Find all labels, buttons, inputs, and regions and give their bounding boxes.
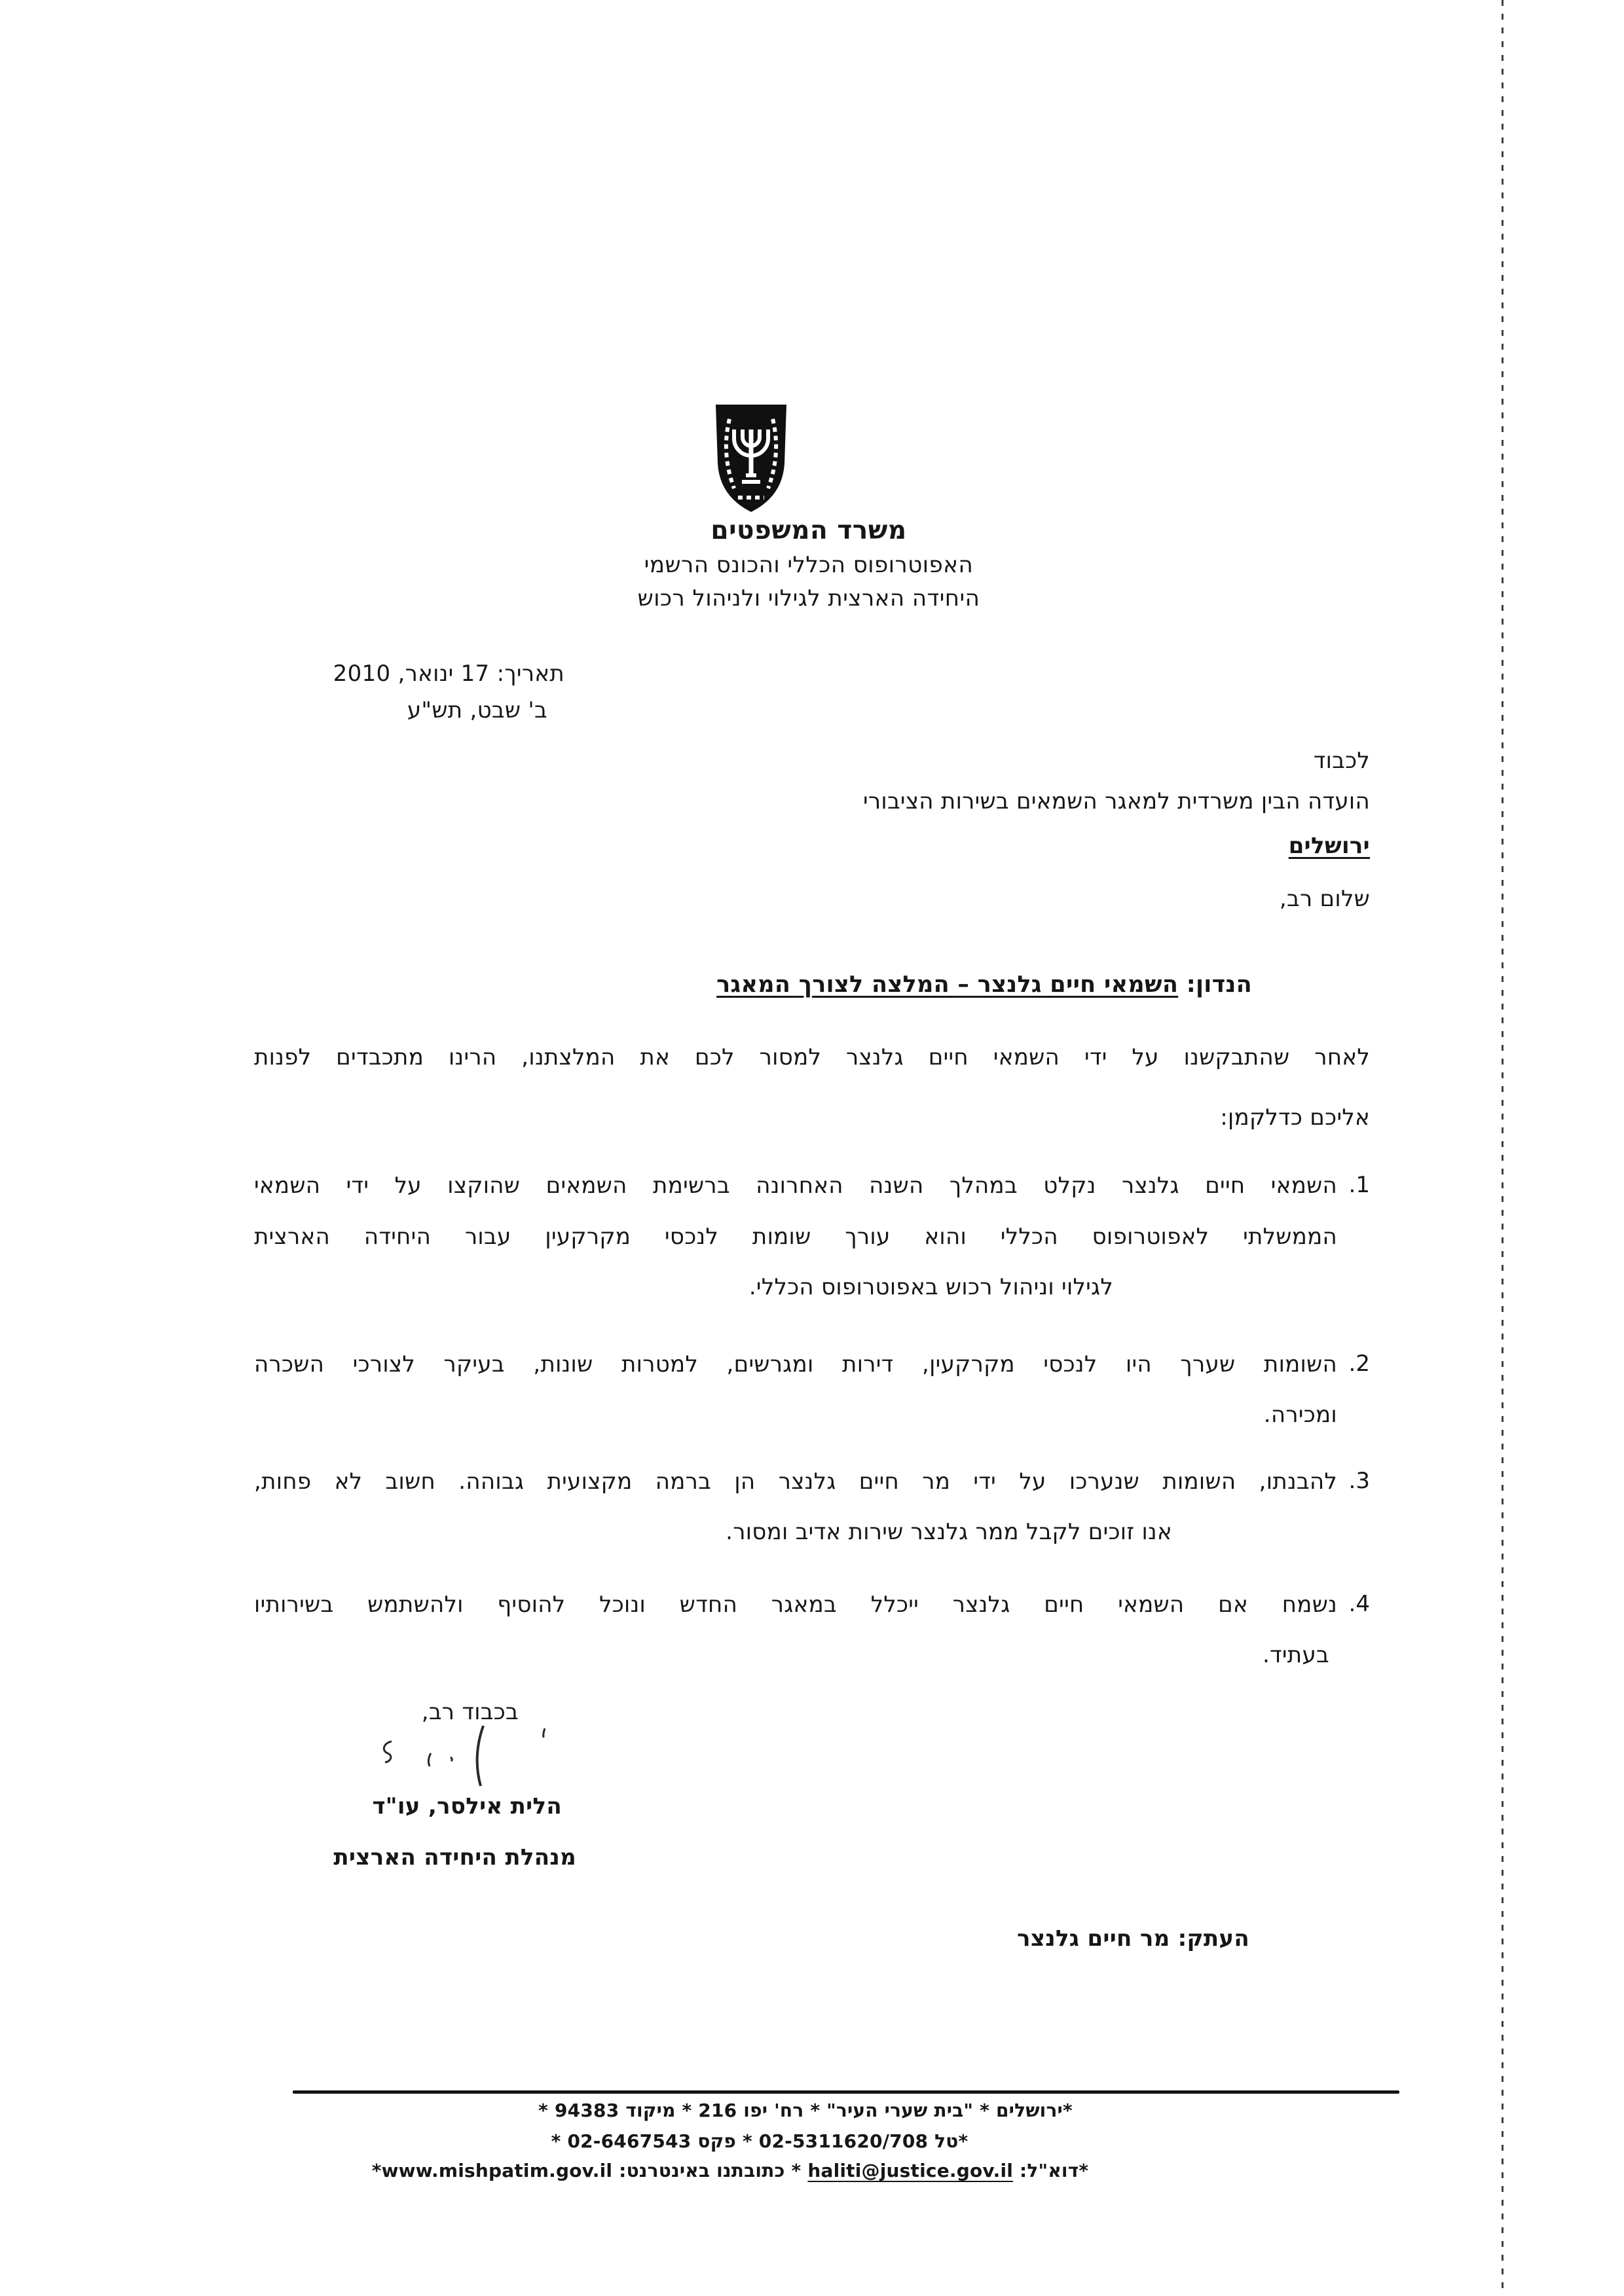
footer-divider (293, 2090, 1399, 2094)
recipient-committee: הועדה הבין משרדית למאגר השמאים בשירות הציבורי (863, 788, 1370, 814)
date-gregorian: תאריך: 17 ינואר, 2010 (333, 661, 564, 687)
list-item-2-line-2: ומכירה. (1263, 1402, 1337, 1428)
unit-name: היחידה הארצית לגילוי ולניהול רכוש (637, 585, 980, 611)
subject-underlined-text: השמאי חיים גלנצר – המלצה לצורך המאגר (716, 972, 1179, 998)
handwritten-signature-icon (367, 1723, 563, 1789)
israel-state-emblem-icon (709, 399, 793, 516)
intro-line-1: לאחר שהתבקשנו על ידי השמאי חיים גלנצר למסור לכם את המלצתנו, הרינו מתכבדים לפנות (254, 1044, 1370, 1070)
signer-title: מנהלת היחידה הארצית (333, 1844, 576, 1870)
list-item-1-number: 1. (1348, 1172, 1370, 1198)
list-item-1-line-3: לגילוי וניהול רכוש באפוטרופוס הכללי. (748, 1274, 1113, 1300)
list-item-4-line-2: בעתיד. (1262, 1642, 1329, 1668)
greeting: שלום רב, (1279, 886, 1370, 912)
footer-address-line: *ירושלים * "בית שערי העיר" * רח' יפו 216 * מיקוד 94383 * (538, 2100, 1073, 2121)
list-item-3-number: 3. (1348, 1468, 1370, 1494)
subject-prefix: הנדון: (1178, 972, 1252, 998)
footer-contact-line (75, 2160, 1385, 2181)
footer-website: www.mishpatim.gov.il (381, 2160, 613, 2181)
recipient-honorific: לכבוד (1313, 748, 1370, 774)
footer-phone-line: *טל 02-5311620/708 * פקס 02-6467543 * (551, 2130, 969, 2152)
list-item-1-line-1: השמאי חיים גלנצר נקלט במהלך השנה האחרונה ברשימת השמאים שהוקצו על ידי השמאי (254, 1173, 1337, 1199)
ministry-name: משרד המשפטים (710, 516, 907, 545)
scan-artifact-dashed-line (1502, 0, 1504, 2296)
date-hebrew: ב' שבט, תש"ע (407, 697, 547, 723)
list-item-3-line-1: להבנתו, השומות שנערכו על ידי מר חיים גלנצר הן ברמה מקצועית גבוהה. חשוב לא פחות, (254, 1468, 1337, 1495)
footer-contact-suffix: * (371, 2160, 382, 2181)
recipient-city: ירושלים (1288, 833, 1370, 859)
department-name: האפוטרופוס הכללי והכונס הרשמי (644, 552, 974, 578)
list-item-1-line-2: הממשלתי לאפוטרופוס הכללי והוא עורך שומות לנכסי מקרקעין עבור היחידה הארצית (254, 1224, 1337, 1250)
copy-line: העתק: מר חיים גלנצר (1016, 1925, 1249, 1952)
signer-name: הלית אילסר, עו"ד (372, 1793, 562, 1819)
footer-email-label: *דוא"ל: (1013, 2160, 1089, 2181)
list-item-3-line-2: אנו זוכים לקבל ממר גלנצר שירות אדיב ומסור. (726, 1519, 1172, 1545)
intro-line-2: אליכם כדלקמן: (1220, 1104, 1370, 1131)
list-item-2-line-1: השומות שערך היו לנכסי מקרקעין, דירות ומגרשים, למטרות שונות, בעיקר לצורכי השכרה (254, 1351, 1337, 1377)
closing-regards: בכבוד רב, (421, 1699, 519, 1725)
list-item-2-number: 2. (1348, 1351, 1370, 1377)
footer-website-label: * כתובתנו באינטרנט: (612, 2160, 808, 2181)
subject-line (716, 971, 1252, 1000)
list-item-4-line-1: נשמח אם השמאי חיים גלנצר ייכלל במאגר החדש ונוכל להוסיף ולהשתמש בשירותיו (254, 1592, 1337, 1618)
list-item-4-number: 4. (1348, 1591, 1370, 1617)
footer-email: haliti@justice.gov.il (807, 2160, 1014, 2181)
